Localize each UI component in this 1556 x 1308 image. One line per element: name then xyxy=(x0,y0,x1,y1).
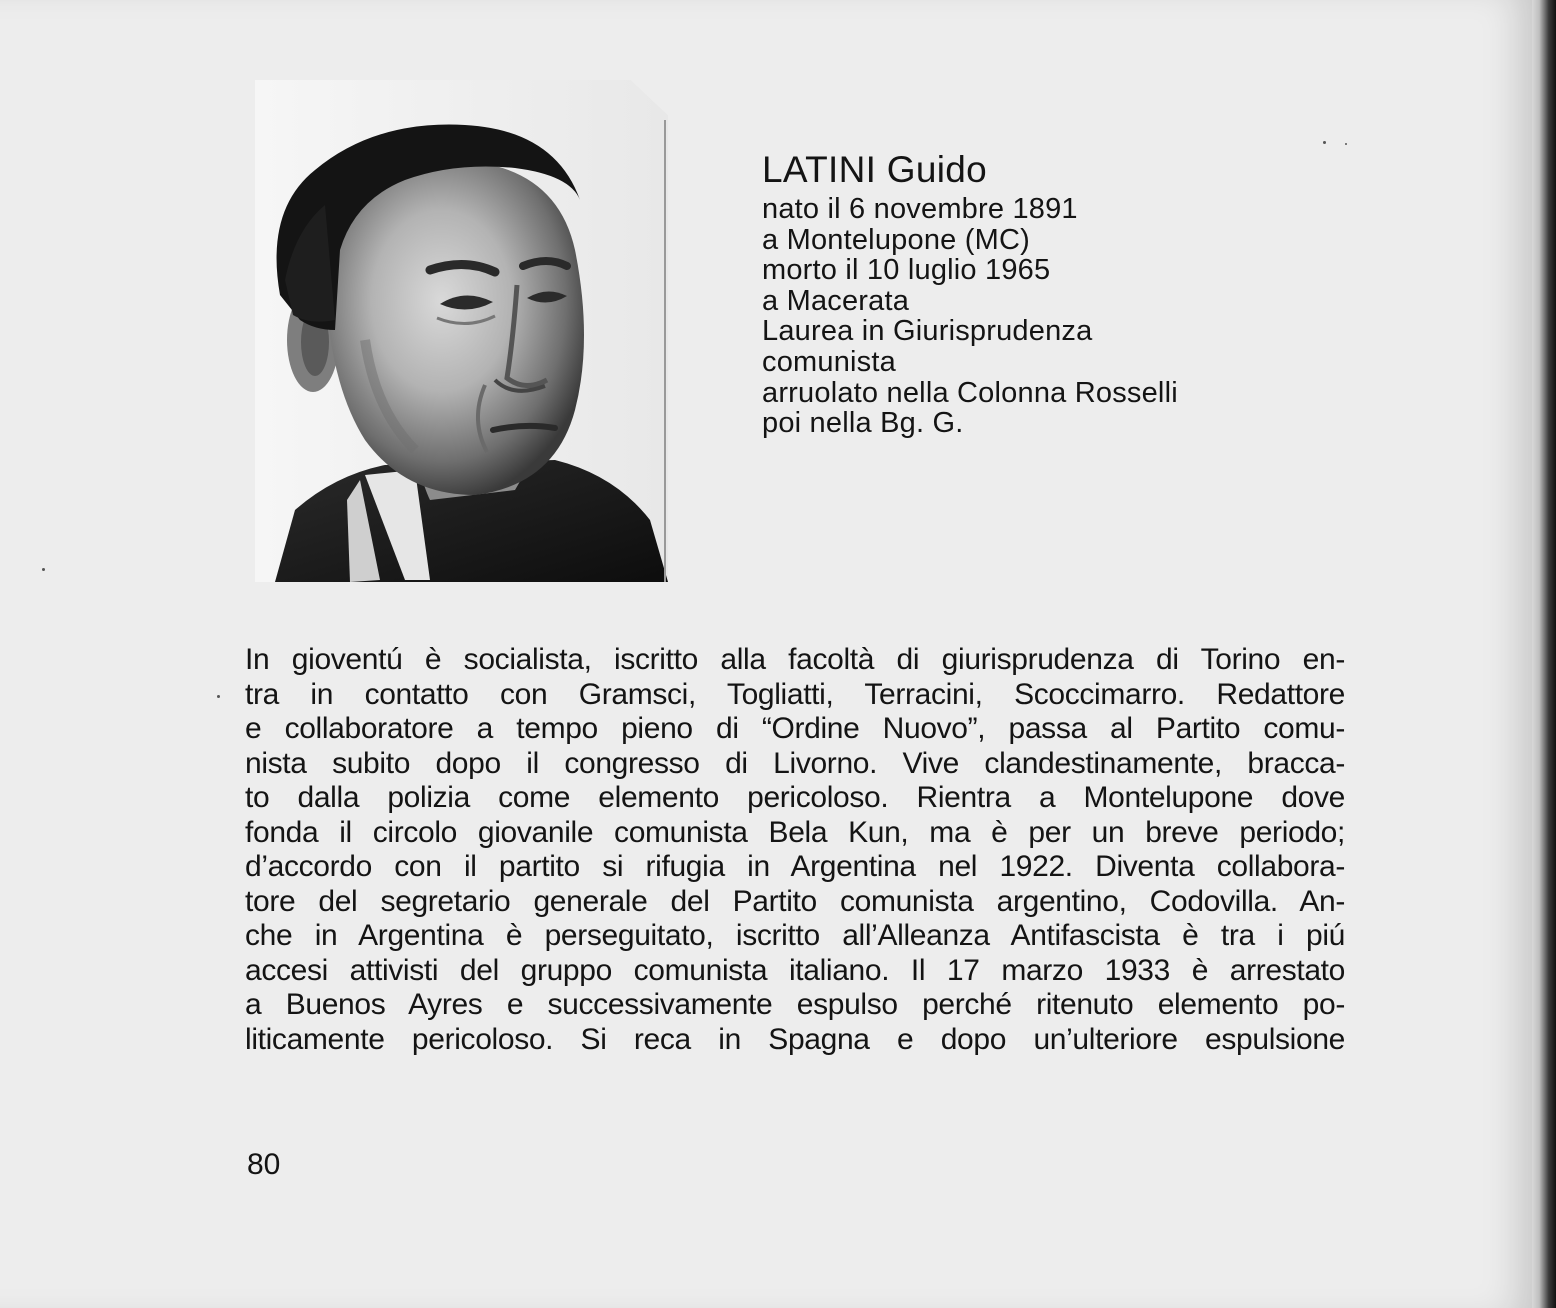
paper-speck xyxy=(1345,143,1347,145)
biography-line: tore del segretario generale del Partito comunista argentino, Codovilla. An- xyxy=(245,884,1345,918)
page-edge xyxy=(1532,0,1556,1308)
biography-line: tra in contatto con Gramsci, Togliatti, Terracini, Scoccimarro. Redattore xyxy=(245,677,1345,711)
fact-line: arruolato nella Colonna Rosselli xyxy=(762,376,1178,409)
biography-line: to dalla polizia come elemento pericoloso. Rientra a Montelupone dove xyxy=(245,781,1345,814)
biography-line: d’accordo con il partito si rifugia in Argentina nel 1922. Diventa collabora- xyxy=(245,850,1345,883)
entry-header xyxy=(762,148,1178,439)
entry-facts xyxy=(762,194,1178,439)
fact-line: comunista xyxy=(762,345,896,378)
biography-line: nista subito dopo il congresso di Livorno. Vive clandestinamente, bracca- xyxy=(245,746,1345,780)
biography-line: che in Argentina è perseguitato, iscritto all’Alleanza Antifascista è tra i piú xyxy=(245,919,1345,952)
fact-line: poi nella Bg. G. xyxy=(762,407,964,440)
fact-line: a Montelupone (MC) xyxy=(762,223,1030,256)
biography-line: accesi attivisti del gruppo comunista italiano. Il 17 marzo 1933 è arrestato xyxy=(245,953,1345,987)
fact-line: a Macerata xyxy=(762,284,910,317)
fact-line: Laurea in Giurisprudenza xyxy=(762,315,1093,348)
biography-line: e collaboratore a tempo pieno di “Ordine Nuovo”, passa al Partito comu- xyxy=(245,712,1345,745)
page-number: 80 xyxy=(247,1148,281,1181)
paper-speck xyxy=(217,695,220,698)
portrait-photo xyxy=(255,80,668,582)
biography-line: fonda il circolo giovanile comunista Bela Kun, ma è per un breve periodo; xyxy=(245,815,1345,849)
biography-paragraph xyxy=(245,643,1345,1057)
paper-speck xyxy=(42,568,45,571)
fact-line: nato il 6 novembre 1891 xyxy=(762,193,1078,225)
entry-name: LATINI Guido xyxy=(762,149,988,190)
fact-line: morto il 10 luglio 1965 xyxy=(762,254,1051,287)
paper-speck xyxy=(1323,141,1326,144)
biography-line: liticamente pericoloso. Si reca in Spagna e dopo un’ulteriore espulsione xyxy=(245,1022,1345,1056)
biography-line: In gioventú è socialista, iscritto alla facoltà di giurisprudenza di Torino en- xyxy=(245,643,1345,676)
biography-line: a Buenos Ayres e successivamente espulso perché ritenuto elemento po- xyxy=(245,988,1345,1021)
